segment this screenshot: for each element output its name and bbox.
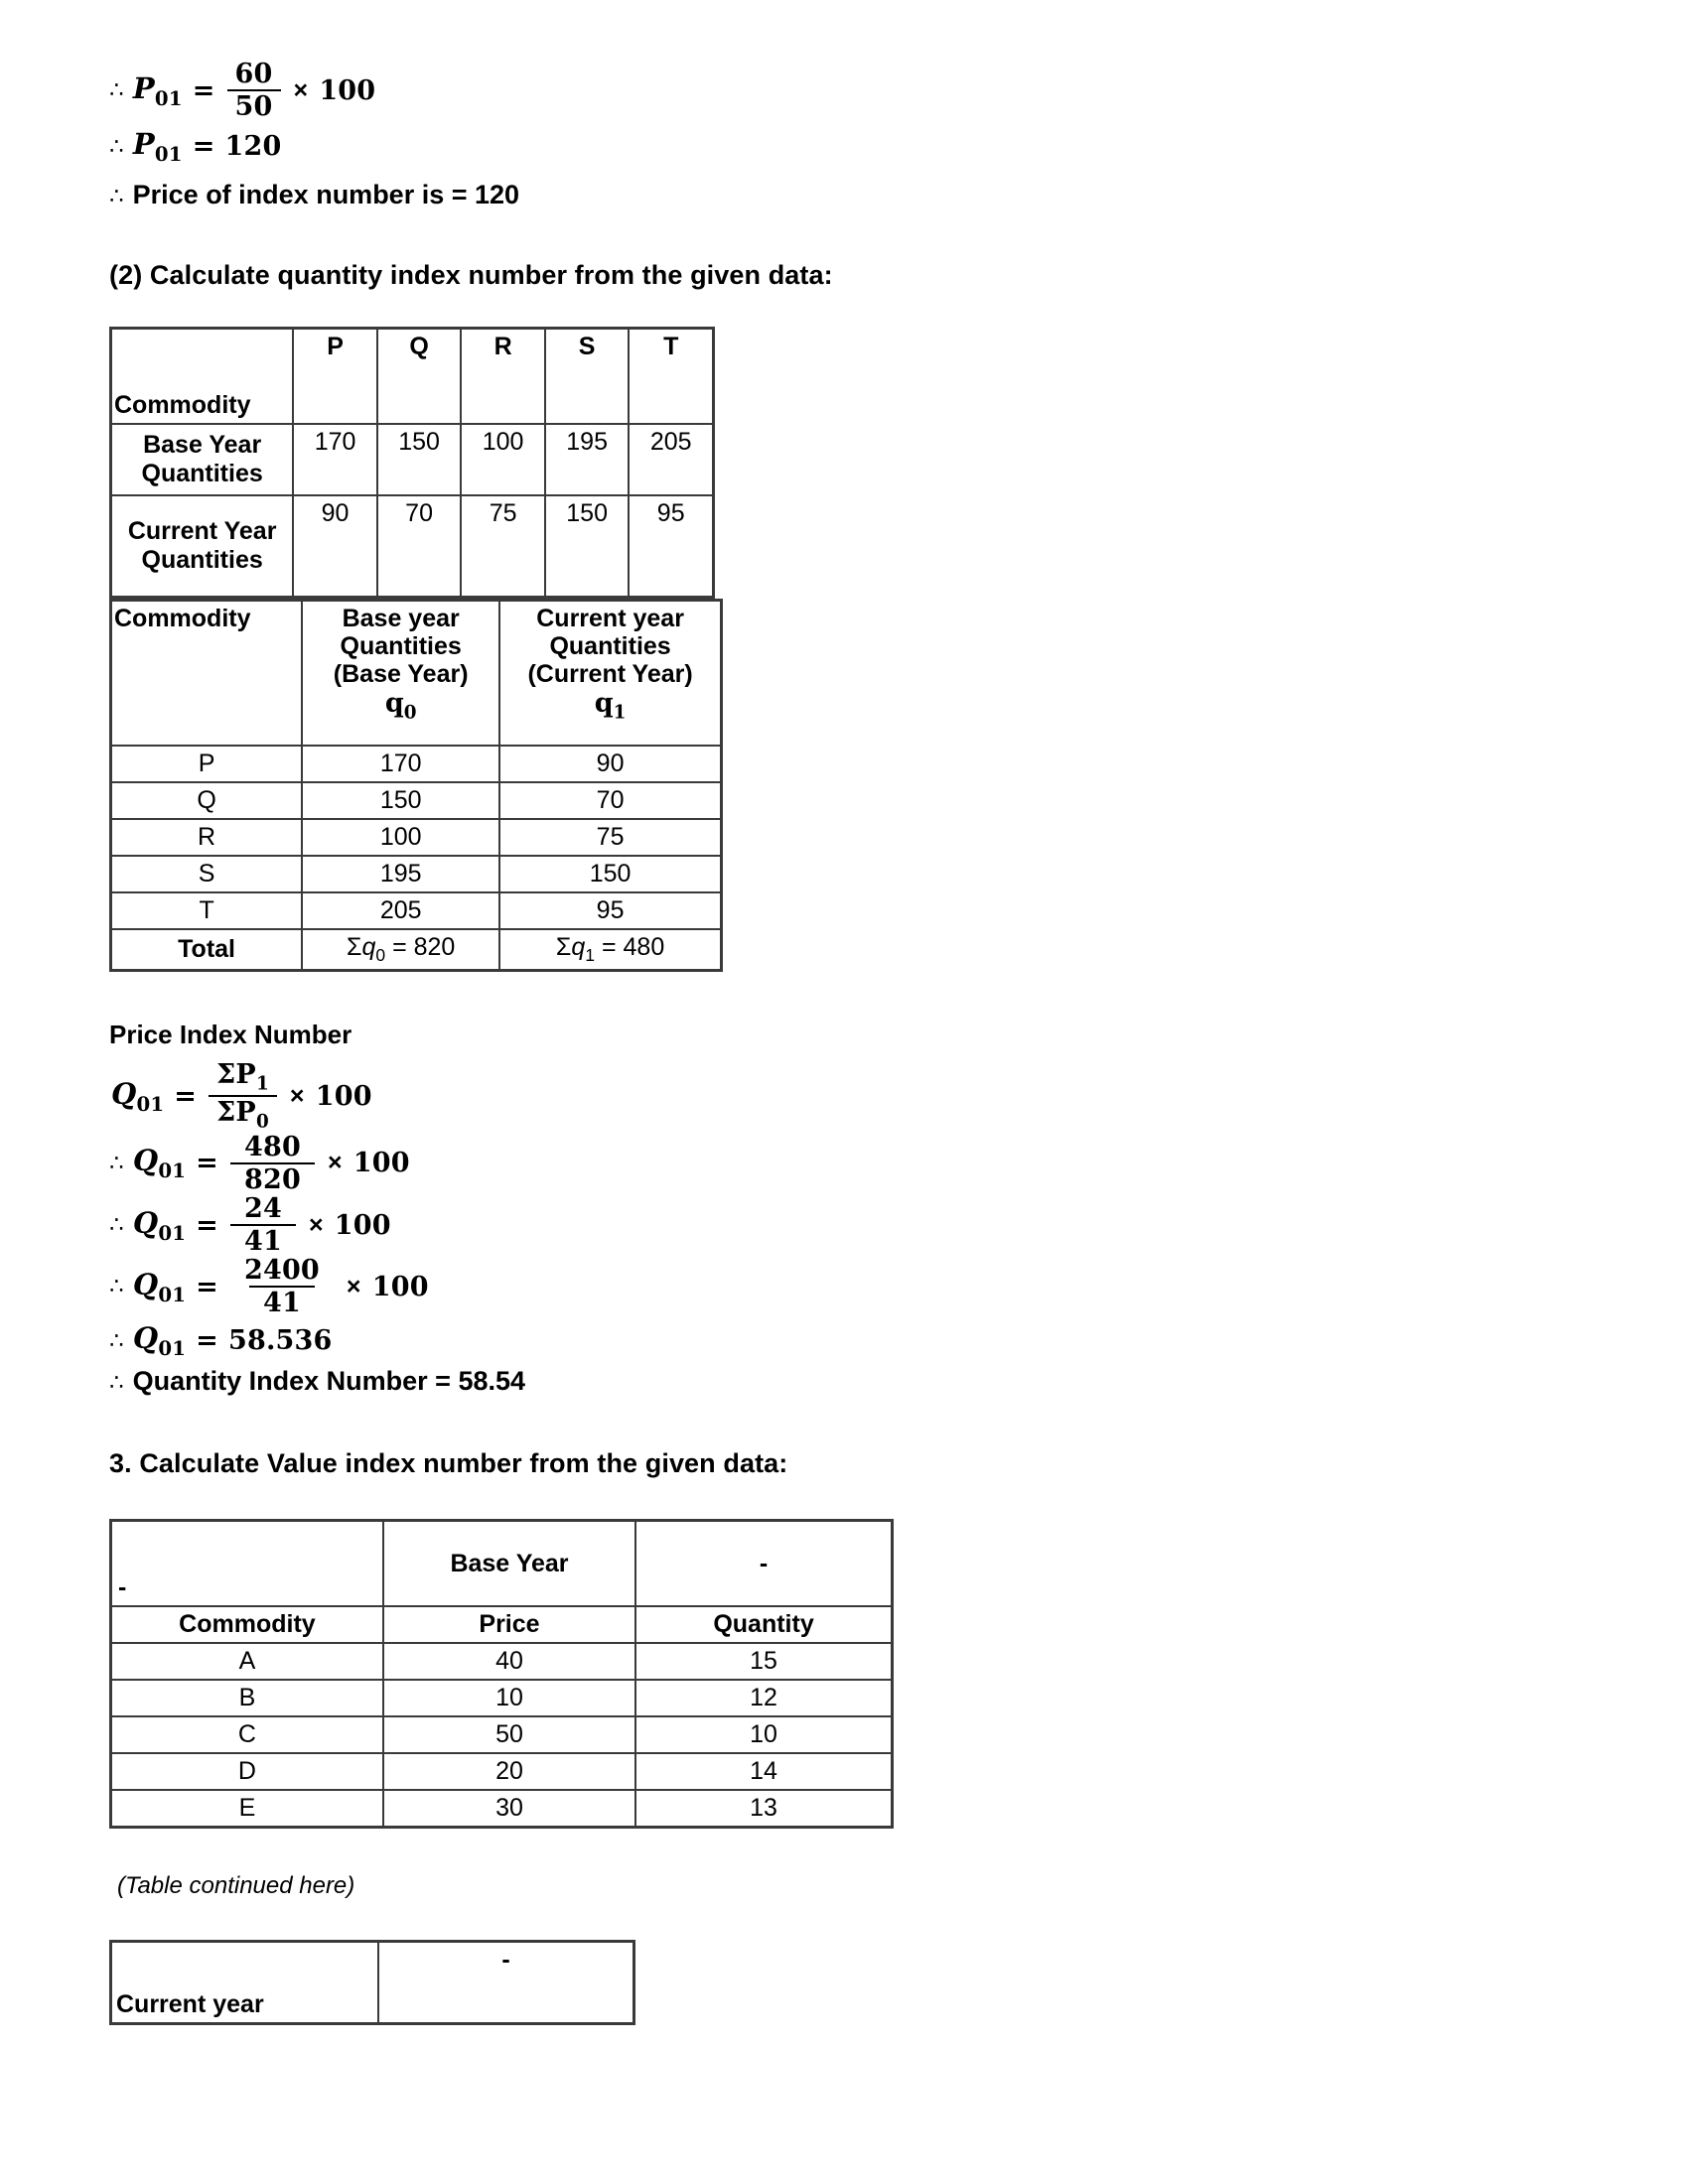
table-row-group-header — [111, 1942, 634, 2024]
header-quantity: Quantity — [635, 1606, 892, 1643]
therefore-symbol: ∴ — [109, 1274, 124, 1300]
row-label-base-year-quantities: Base Year Quantities — [111, 424, 294, 495]
cell-current-s: 150 — [545, 495, 630, 598]
sum-variable: $q_0$ — [361, 933, 386, 966]
value-index-continued-table — [109, 1940, 635, 2025]
fraction-denominator: 50 — [227, 89, 281, 121]
header-base-year-quantities — [302, 601, 499, 747]
fraction-numerator: 24 — [243, 1192, 282, 1224]
cell-current-quantity: 90 — [499, 746, 721, 782]
cell-base-t: 205 — [629, 424, 713, 495]
cell-price: 30 — [383, 1790, 635, 1828]
price-index-conclusion — [109, 180, 1579, 210]
fraction-denominator: 41 — [230, 1224, 296, 1256]
question-2-heading: (2) Calculate quantity index number from the given data: — [109, 260, 833, 291]
fraction-denominator: $\Sigma P_0$ — [209, 1095, 277, 1132]
sum-equals-value: = 820 — [392, 933, 456, 962]
q01-variable: $Q_{01}$ — [132, 1144, 187, 1183]
table-row — [111, 424, 714, 495]
conclusion-text: Price of index number is = 120 — [132, 180, 520, 210]
table-row-group-header — [111, 1521, 893, 1607]
multiplier-100: 100 — [334, 1209, 391, 1241]
spacer — [109, 291, 1579, 327]
table-continued-note: (Table continued here) — [117, 1872, 355, 1900]
q01-step-2400-over-41 — [109, 1256, 1579, 1317]
table-row — [111, 1716, 893, 1753]
q01-final-value — [109, 1321, 1579, 1360]
equals-sign: = — [192, 74, 215, 106]
multiplier-100: 100 — [371, 1271, 429, 1302]
therefore-symbol: ∴ — [109, 77, 124, 104]
spacer — [109, 1900, 1579, 1940]
spacer — [109, 1050, 1579, 1060]
cell-commodity: B — [111, 1680, 383, 1716]
cell-quantity: 15 — [635, 1643, 892, 1680]
cell-commodity: Q — [111, 782, 303, 819]
fraction-2400-over-41 — [230, 1256, 334, 1317]
multiply-sign: × — [327, 1149, 343, 1177]
cell-base-r: 100 — [461, 424, 545, 495]
table-row-header — [111, 329, 714, 425]
fraction-sigma-p1-over-sigma-p0 — [209, 1060, 277, 1132]
header-right-dash: - — [635, 1521, 892, 1607]
fraction-numerator: 60 — [234, 59, 273, 89]
fraction-60-over-50 — [227, 60, 281, 121]
header-current-year-quantities-text: Current year Quantities (Current Year) — [527, 605, 693, 689]
equals-sign: = — [196, 1148, 218, 1179]
cell-commodity: R — [111, 819, 303, 856]
question-3-heading: 3. Calculate Value index number from the given data: — [109, 1448, 788, 1479]
header-commodity: Commodity — [111, 329, 294, 425]
cell-current-t: 95 — [629, 495, 713, 598]
q01-step-24-over-41 — [109, 1194, 1579, 1256]
cell-price: 40 — [383, 1643, 635, 1680]
p01-variable: $P_{01}$ — [132, 127, 183, 167]
multiply-sign: × — [308, 1210, 324, 1239]
multiplier-100: 100 — [319, 74, 376, 106]
cell-price: 50 — [383, 1716, 635, 1753]
multiply-sign: × — [289, 1081, 305, 1110]
p01-fraction-formula — [109, 60, 1579, 121]
table-row — [111, 1680, 893, 1716]
cell-quantity: 14 — [635, 1753, 892, 1790]
spacer — [109, 210, 1579, 260]
cell-base-quantity: 170 — [302, 746, 499, 782]
cell-quantity: 12 — [635, 1680, 892, 1716]
q01-general-formula — [111, 1060, 1579, 1132]
multiplier-100: 100 — [352, 1148, 410, 1179]
cell-commodity: E — [111, 1790, 383, 1828]
cell-commodity: C — [111, 1716, 383, 1753]
table-row-total — [111, 929, 722, 971]
total-current-sum — [499, 929, 721, 971]
fraction-numerator: 2400 — [243, 1255, 320, 1287]
q01-value: 58.536 — [227, 1325, 333, 1357]
header-base-year-quantities-text: Base year Quantities (Base Year) — [333, 605, 469, 689]
fraction-24-over-41 — [230, 1194, 296, 1256]
therefore-symbol: ∴ — [109, 133, 124, 160]
table-row-header — [111, 601, 722, 747]
cell-current-quantity: 95 — [499, 892, 721, 929]
cell-base-p: 170 — [293, 424, 377, 495]
cell-current-r: 75 — [461, 495, 545, 598]
sum-variable: $q_1$ — [571, 933, 596, 966]
header-current-year: Current year — [111, 1942, 379, 2024]
table-row-header — [111, 1606, 893, 1643]
document-content — [109, 60, 1579, 2025]
header-base-year: Base Year — [383, 1521, 635, 1607]
table-row — [111, 856, 722, 892]
total-label: Total — [111, 929, 303, 971]
table-row — [111, 746, 722, 782]
equals-sign: = — [196, 1271, 218, 1302]
equals-sign: = — [196, 1325, 218, 1357]
cell-base-s: 195 — [545, 424, 630, 495]
fraction-denominator: 820 — [230, 1162, 315, 1194]
equals-sign: = — [174, 1080, 198, 1112]
cell-price: 20 — [383, 1753, 635, 1790]
row-label-current-year-quantities: Current Year Quantities — [111, 495, 294, 598]
cell-base-quantity: 195 — [302, 856, 499, 892]
total-base-sum — [302, 929, 499, 971]
table-row — [111, 495, 714, 598]
solution-1-block — [109, 60, 1579, 210]
multiply-sign: × — [346, 1272, 361, 1300]
cell-price: 10 — [383, 1680, 635, 1716]
cell-base-q: 150 — [377, 424, 462, 495]
p01-variable: $P_{01}$ — [132, 70, 183, 110]
header-commodity-s: S — [545, 329, 630, 425]
header-commodity: Commodity — [111, 601, 303, 747]
equals-sign: = — [196, 1209, 218, 1241]
sigma-symbol: Σ — [347, 933, 362, 962]
fraction-numerator: 480 — [243, 1131, 301, 1162]
cell-current-quantity: 70 — [499, 782, 721, 819]
header-price: Price — [383, 1606, 635, 1643]
table-row — [111, 1643, 893, 1680]
spacer — [109, 1397, 1579, 1448]
cell-base-quantity: 150 — [302, 782, 499, 819]
quantity-data-table — [109, 327, 715, 599]
equals-sign: = — [192, 131, 215, 163]
cell-current-quantity: 75 — [499, 819, 721, 856]
header-dash: - — [378, 1942, 633, 2024]
header-commodity: Commodity — [111, 1606, 383, 1643]
table-row — [111, 1790, 893, 1828]
q01-variable: $Q_{01}$ — [111, 1076, 165, 1116]
multiply-sign: × — [293, 75, 309, 104]
header-commodity-t: T — [629, 329, 713, 425]
p01-value-line — [109, 127, 1579, 166]
cell-commodity: T — [111, 892, 303, 929]
q01-variable: $Q_{01}$ — [132, 1205, 187, 1245]
fraction-numerator: $\Sigma P_1$ — [216, 1059, 269, 1095]
quantity-working-table — [109, 599, 723, 972]
q01-step-480-over-820 — [109, 1133, 1579, 1194]
therefore-symbol: ∴ — [109, 1327, 124, 1354]
price-index-number-label: Price Index Number — [109, 1020, 352, 1050]
cell-commodity: A — [111, 1643, 383, 1680]
cell-quantity: 10 — [635, 1716, 892, 1753]
spacer — [109, 1479, 1579, 1519]
conclusion-text: Quantity Index Number = 58.54 — [132, 1366, 526, 1397]
symbol-q1: $q_1$ — [594, 688, 627, 724]
table-row — [111, 782, 722, 819]
fraction-480-over-820 — [230, 1133, 315, 1194]
cell-commodity: P — [111, 746, 303, 782]
header-current-year-quantities — [499, 601, 721, 747]
cell-commodity: D — [111, 1753, 383, 1790]
quantity-index-conclusion — [109, 1366, 1579, 1397]
cell-quantity: 13 — [635, 1790, 892, 1828]
table-row — [111, 819, 722, 856]
multiplier-100: 100 — [315, 1080, 372, 1112]
therefore-symbol: ∴ — [109, 1370, 124, 1397]
p01-value: 120 — [224, 131, 282, 163]
header-blank-dash: - — [111, 1521, 383, 1607]
table-row — [111, 1753, 893, 1790]
therefore-symbol: ∴ — [109, 1150, 124, 1176]
header-commodity-p: P — [293, 329, 377, 425]
q01-variable: $Q_{01}$ — [132, 1267, 187, 1306]
sigma-symbol: Σ — [555, 933, 572, 962]
cell-base-quantity: 100 — [302, 819, 499, 856]
spacer — [109, 1829, 1579, 1872]
cell-base-quantity: 205 — [302, 892, 499, 929]
spacer — [109, 972, 1579, 1020]
q01-variable: $Q_{01}$ — [132, 1321, 187, 1361]
cell-current-p: 90 — [293, 495, 377, 598]
fraction-denominator: 41 — [249, 1286, 315, 1317]
symbol-q0: $q_0$ — [384, 688, 417, 724]
cell-current-q: 70 — [377, 495, 462, 598]
value-index-data-table — [109, 1519, 894, 1829]
cell-commodity: S — [111, 856, 303, 892]
sum-equals-value: = 480 — [601, 933, 665, 962]
cell-current-quantity: 150 — [499, 856, 721, 892]
header-commodity-r: R — [461, 329, 545, 425]
therefore-symbol: ∴ — [109, 184, 124, 210]
header-commodity-q: Q — [377, 329, 462, 425]
table-row — [111, 892, 722, 929]
therefore-symbol: ∴ — [109, 1212, 124, 1239]
